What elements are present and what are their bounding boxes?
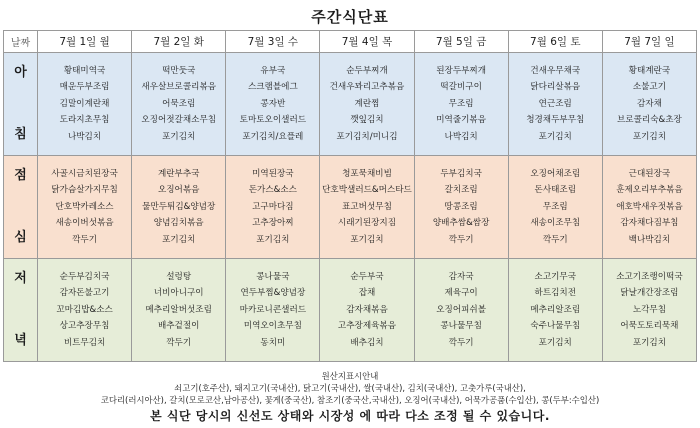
dish-item: 황태계란국 (628, 65, 671, 76)
menu-cell (226, 53, 320, 156)
dish-item: 애호박새우젓볶음 (616, 201, 683, 212)
dish-item: 콩나물국 (256, 271, 290, 282)
day-header: 7월 7일 일 (602, 31, 696, 53)
menu-cell (508, 53, 602, 156)
dish-item: 돈가스&소스 (248, 185, 297, 196)
dish-item: 무조림 (448, 98, 474, 109)
menu-cell (414, 156, 508, 259)
meal-label-char: 녁 (14, 333, 27, 348)
dish-item: 배추겉절이 (157, 321, 200, 332)
dish-item: 포기김치 (350, 234, 384, 245)
dish-item: 건새우꽈리고추볶음 (329, 82, 405, 93)
meal-label-char: 침 (14, 127, 27, 142)
dish-item: 훈제오리부추볶음 (616, 185, 683, 196)
dish-item: 새송이조무침 (530, 218, 581, 229)
dinner-row (4, 259, 697, 362)
dish-item: 감자채볶음 (346, 304, 388, 315)
dish-item: 설렁탕 (166, 271, 192, 282)
dish-item: 깍두기 (166, 337, 192, 348)
menu-cell (602, 259, 696, 362)
meal-label (4, 156, 38, 259)
dish-item: 청포묵채비빔 (342, 168, 392, 179)
header-row (4, 31, 697, 53)
dish-item: 새우살브로콜리볶음 (141, 82, 217, 93)
dish-item: 콩나물무침 (440, 321, 482, 332)
dish-item: 시래기된장지짐 (337, 218, 397, 229)
date-corner-label: 날짜 (4, 31, 38, 53)
dish-item: 양배추쌈&쌈장 (432, 218, 490, 229)
dish-item: 오징어볶음 (157, 185, 200, 196)
dish-item: 미역된장국 (252, 168, 294, 179)
dish-item: 순두부찌개 (346, 65, 388, 76)
dish-item: 순두부국 (350, 271, 384, 282)
menu-cell (38, 53, 132, 156)
dish-item: 황태미역국 (63, 65, 106, 76)
dish-item: 순두부김치국 (59, 271, 110, 282)
menu-cell (320, 156, 414, 259)
dish-item: 오징어젓갈채소무침 (141, 115, 217, 126)
dish-item: 땅콩조림 (444, 201, 478, 212)
dish-item: 잡채 (358, 288, 376, 299)
menu-cell (132, 53, 226, 156)
dish-item: 포기김치 (162, 131, 196, 142)
dish-item: 소고기무국 (534, 271, 577, 282)
origin-notice (0, 370, 700, 406)
origin-line: 쇠고기(호주산), 돼지고기(국내산), 닭고기(국내산), 쌀(국내산), 김치(국내산), 고춧가루(국내산), (174, 383, 526, 393)
dish-item: 표고버섯무침 (342, 201, 392, 212)
dish-item: 단호박샐러드&머스타드 (322, 185, 412, 196)
dish-item: 어묵조림 (162, 98, 196, 109)
dish-item: 포기김치/요플레 (242, 131, 304, 142)
breakfast-row (4, 53, 697, 156)
dish-item: 깍두기 (448, 337, 474, 348)
dish-item: 연근조림 (538, 98, 572, 109)
meal-label (4, 259, 38, 362)
dish-item: 너비아니구이 (153, 288, 204, 299)
dish-item: 건새우무채국 (530, 65, 581, 76)
dish-item: 감자채 (636, 98, 662, 109)
dish-item: 소고기조랭이떡국 (616, 271, 683, 282)
dish-item: 고추장아찌 (252, 218, 294, 229)
dish-item: 포기김치 (256, 234, 290, 245)
dish-item: 새송이버섯볶음 (55, 218, 114, 229)
dish-item: 포기김치 (538, 337, 572, 348)
day-header: 7월 6일 토 (508, 31, 602, 53)
dish-item: 김말이계란채 (59, 98, 110, 109)
dish-item: 백나박김치 (628, 234, 671, 245)
day-header: 7월 4일 목 (320, 31, 414, 53)
dish-item: 소불고기 (632, 82, 667, 93)
menu-cell (414, 53, 508, 156)
dish-item: 깍두기 (542, 234, 568, 245)
dish-item: 나박김치 (67, 131, 102, 142)
dish-item: 갈치조림 (444, 185, 478, 196)
dish-item: 떡만둣국 (162, 65, 196, 76)
dish-item: 깍두기 (72, 234, 98, 245)
dish-item: 청경채두부무침 (526, 115, 585, 126)
dish-item: 근대된장국 (628, 168, 671, 179)
dish-item: 숙주나물무침 (530, 321, 581, 332)
dish-item: 깻잎김치 (350, 115, 384, 126)
day-header: 7월 5일 금 (414, 31, 508, 53)
dish-item: 깍두기 (448, 234, 474, 245)
day-header: 7월 3일 수 (226, 31, 320, 53)
dish-item: 미역오이초무침 (243, 321, 302, 332)
dish-item: 물만두튀김&양념장 (142, 201, 216, 212)
menu-cell (602, 53, 696, 156)
dish-item: 도라지초무침 (59, 115, 110, 126)
dish-item: 미역줄기볶음 (436, 115, 487, 126)
dish-item: 감자채다짐부침 (620, 218, 679, 229)
dish-item: 고구마다짐 (252, 201, 294, 212)
dish-item: 매운두부조림 (59, 82, 110, 93)
dish-item: 고추장제육볶음 (337, 321, 397, 332)
menu-cell (38, 156, 132, 259)
dish-item: 꼬마김밥&소스 (56, 304, 113, 315)
dish-item: 토마토오이샐러드 (239, 115, 307, 126)
dish-item: 스크램블에그 (247, 82, 298, 93)
dish-item: 콩자반 (260, 98, 286, 109)
dish-item: 마카로니콘샐러드 (239, 304, 307, 315)
dish-item: 어묵도토리묵채 (620, 321, 679, 332)
dish-item: 오징어피쉬볼 (436, 304, 487, 315)
dish-item: 포기김치 (632, 337, 667, 348)
menu-cell (414, 259, 508, 362)
dish-item: 포기김치/미니김 (336, 131, 398, 142)
menu-cell (226, 259, 320, 362)
meal-label-char: 점 (14, 168, 27, 183)
menu-cell (132, 259, 226, 362)
dish-item: 노각무침 (632, 304, 667, 315)
meal-label (4, 53, 38, 156)
dish-item: 감자국 (448, 271, 474, 282)
menu-cell (508, 259, 602, 362)
day-header: 7월 1일 월 (38, 31, 132, 53)
dish-item: 무조림 (542, 201, 568, 212)
origin-line: 코다리(러시아산), 갈치(모로코산,남아공산), 꽃게(중국산), 참조기(중국산,국내산), 오징어(국내산), 어묵가공품(수입산), 콩(두부:수입산) (100, 395, 600, 405)
weekly-menu-table (3, 30, 697, 362)
menu-cell (226, 156, 320, 259)
adjustment-notice: 본 식단 당시의 신선도 상태와 시장성 에 따라 다소 조정 될 수 있습니다. (150, 409, 550, 423)
menu-cell (320, 53, 414, 156)
dish-item: 계란찜 (354, 98, 380, 109)
dish-item: 사골시금치된장국 (51, 168, 118, 179)
dish-item: 배추김치 (350, 337, 384, 348)
dish-item: 포기김치 (632, 131, 667, 142)
dish-item: 떡갈비구이 (440, 82, 482, 93)
meal-label-char: 저 (14, 271, 27, 286)
dish-item: 연두부찜&양념장 (240, 288, 306, 299)
menu-cell (602, 156, 696, 259)
lunch-row (4, 156, 697, 259)
dish-item: 오징어채조림 (530, 168, 581, 179)
dish-item: 동치미 (260, 337, 286, 348)
dish-item: 포기김치 (162, 234, 196, 245)
dish-item: 상고추장무침 (59, 321, 110, 332)
day-header: 7월 2일 화 (132, 31, 226, 53)
dish-item: 브로콜리숙&초장 (617, 115, 682, 126)
meal-label-char: 아 (14, 65, 27, 80)
dish-item: 유부국 (260, 65, 286, 76)
dish-item: 제육구이 (444, 288, 478, 299)
origin-heading: 원산지표시안내 (321, 371, 379, 381)
dish-item: 닭다리살볶음 (530, 82, 581, 93)
menu-cell (132, 156, 226, 259)
meal-label-char: 심 (14, 230, 27, 245)
menu-cell (508, 156, 602, 259)
dish-item: 나박김치 (444, 131, 478, 142)
dish-item: 비트무김치 (63, 337, 106, 348)
menu-cell (38, 259, 132, 362)
dish-item: 계란부추국 (157, 168, 200, 179)
menu-cell (320, 259, 414, 362)
dish-item: 하트김치전 (534, 288, 577, 299)
dish-item: 닭가슴살가지무침 (51, 185, 118, 196)
dish-item: 포기김치 (538, 131, 572, 142)
dish-item: 양념김치볶음 (153, 218, 204, 229)
dish-item: 감자돈불고기 (59, 288, 110, 299)
page-title: 주간식단표 (311, 8, 389, 26)
dish-item: 돈사태조림 (534, 185, 577, 196)
dish-item: 단호박카레소스 (55, 201, 114, 212)
dish-item: 된장두부찌개 (436, 65, 487, 76)
dish-item: 닭날개간장조림 (620, 288, 679, 299)
dish-item: 두부김치국 (440, 168, 482, 179)
dish-item: 메추리알버섯조림 (145, 304, 212, 315)
dish-item: 메추리알조림 (530, 304, 581, 315)
